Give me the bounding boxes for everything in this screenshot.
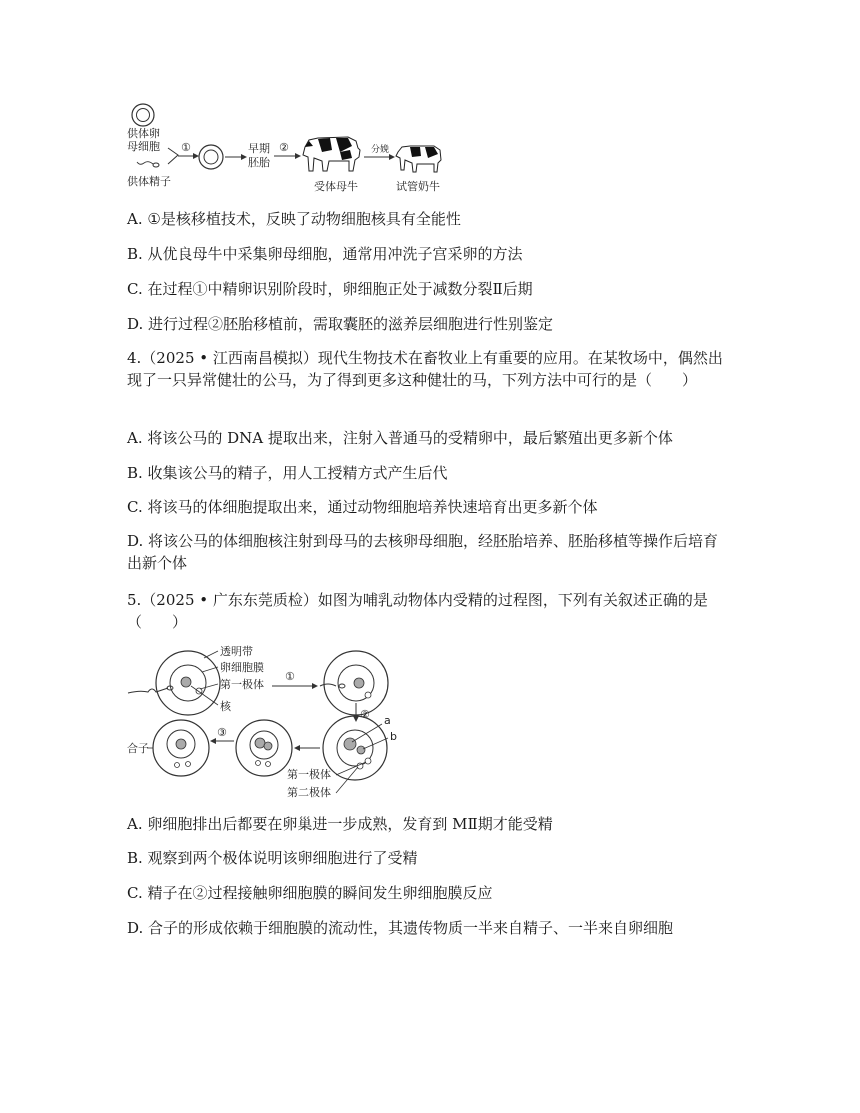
q3-option-a: A. ①是核移植技术，反映了动物细胞核具有全能性 bbox=[127, 210, 461, 228]
label-nucleus: 核 bbox=[220, 700, 231, 713]
egg-cell-stage-1 bbox=[156, 651, 220, 715]
label-childbirth: 分娩 bbox=[371, 145, 390, 155]
label-b: b bbox=[390, 730, 397, 743]
label-second-polar: 第二极体 bbox=[287, 786, 331, 799]
q4-option-b: B. 收集该公马的精子，用人工授精方式产生后代 bbox=[127, 464, 448, 482]
label-polar-1: 第一极体 bbox=[220, 678, 264, 691]
q5-option-d: D. 合子的形成依赖于细胞膜的流动性，其遗传物质一半来自精子、一半来自卵细胞 bbox=[127, 919, 674, 937]
fig2-step-2: ② bbox=[360, 708, 370, 721]
label-a: a bbox=[384, 714, 391, 727]
q3-option-d: D. 进行过程②胚胎移植前，需取囊胚的滋养层细胞进行性别鉴定 bbox=[127, 315, 554, 333]
recipient-cow-icon bbox=[303, 137, 360, 171]
label-early-embryo-2: 胚胎 bbox=[248, 156, 270, 169]
label-recipient-cow: 受体母牛 bbox=[314, 180, 358, 193]
q5-option-c: C. 精子在②过程接触卵细胞膜的瞬间发生卵细胞膜反应 bbox=[127, 884, 493, 902]
step-1-label: ① bbox=[181, 141, 191, 154]
label-zona: 透明带 bbox=[220, 645, 253, 658]
sperm-icon bbox=[137, 162, 159, 167]
label-donor-sperm: 供体精子 bbox=[127, 175, 171, 188]
label-membrane: 卵细胞膜 bbox=[220, 661, 264, 674]
q3-option-c: C. 在过程①中精卵识别阶段时，卵细胞正处于减数分裂Ⅱ后期 bbox=[127, 280, 533, 298]
embryo-transfer-figure bbox=[0, 0, 860, 200]
label-donor-egg-2: 母细胞 bbox=[127, 140, 160, 153]
label-early-embryo-1: 早期 bbox=[248, 142, 270, 155]
label-first-polar: 第一极体 bbox=[287, 768, 331, 781]
q5-option-b: B. 观察到两个极体说明该卵细胞进行了受精 bbox=[127, 849, 418, 867]
q4-option-c: C. 将该马的体细胞提取出来，通过动物细胞培养快速培育出更多新个体 bbox=[127, 498, 598, 516]
q5-stem: 5.（2025 • 广东东莞质检）如图为哺乳动物体内受精的过程图，下列有关叙述正确的是（ ） bbox=[127, 591, 708, 631]
q5-option-a: A. 卵细胞排出后都要在卵巢进一步成熟，发育到 MⅡ期才能受精 bbox=[127, 815, 553, 833]
step-2-label: ② bbox=[279, 141, 289, 154]
fertilized-egg-icon bbox=[199, 145, 223, 169]
fig2-step-3: ③ bbox=[217, 726, 227, 739]
label-zygote: 合子 bbox=[127, 742, 149, 755]
label-donor-egg-1: 供体卵 bbox=[127, 127, 160, 140]
q4-option-d: D. 将该公马的体细胞核注射到母马的去核卵母细胞，经胚胎培养、胚胎移植等操作后培育出新个体 bbox=[127, 532, 719, 572]
test-tube-calf-icon bbox=[396, 146, 441, 172]
fig2-step-1: ① bbox=[285, 670, 295, 683]
donor-egg-cell-icon bbox=[132, 104, 154, 126]
fertilization-process-figure bbox=[0, 635, 860, 805]
zygote-cell bbox=[153, 720, 209, 776]
label-test-tube-calf: 试管奶牛 bbox=[396, 180, 440, 193]
q4-stem: 4.（2025 • 江西南昌模拟）现代生物技术在畜牧业上有重要的应用。在某牧场中，偶然出现了一只异常健壮的公马，为了得到更多这种健壮的马，下列方法中可行的是（ ） bbox=[127, 349, 723, 389]
q3-option-b: B. 从优良母牛中采集卵母细胞，通常用冲洗子宫采卵的方法 bbox=[127, 245, 523, 263]
egg-cell-stage-4 bbox=[236, 720, 292, 776]
q4-option-a: A. 将该公马的 DNA 提取出来，注射入普通马的受精卵中，最后繁殖出更多新个体 bbox=[127, 429, 673, 447]
